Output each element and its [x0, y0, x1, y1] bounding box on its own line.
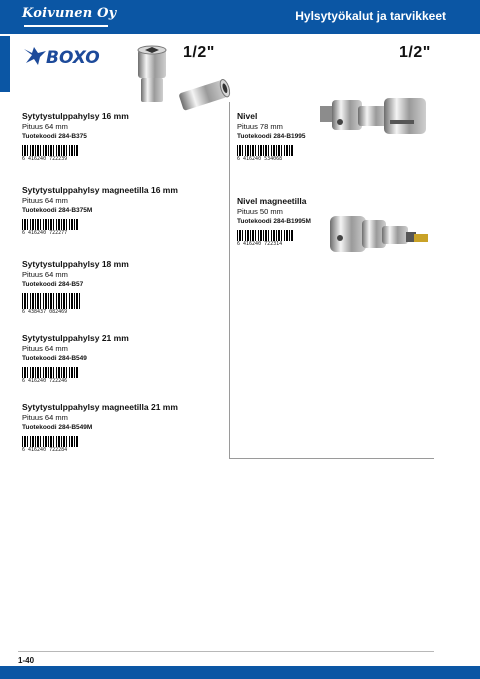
product-code: Tuotekoodi 284-B375: [22, 133, 87, 140]
product-length: Pituus 50 mm: [237, 207, 283, 216]
product-length: Pituus 78 mm: [237, 122, 283, 131]
barcode-digits: 6 416240 534068: [237, 156, 283, 162]
barcode: [22, 436, 222, 453]
product-code: Tuotekoodi 284-B549: [22, 355, 87, 362]
barcode-digits: 6 416240 722314: [237, 241, 283, 247]
logo-underline: [24, 25, 108, 27]
product-title: Sytytystulppahylsy 16 mm: [22, 111, 129, 121]
size-label-left: 1/2": [183, 44, 215, 61]
barcode-digits: 6 416240 722239: [22, 156, 68, 162]
barcode-digits: 6 416240 722277: [22, 230, 68, 236]
product-length: Pituus 64 mm: [22, 122, 68, 131]
product-title: Nivel magneetilla: [237, 196, 307, 206]
product-item: [22, 333, 222, 384]
brand-wordmark: BOXO: [46, 48, 100, 67]
barcode-digits: 6 416240 722246: [22, 378, 68, 384]
barcode: [22, 145, 222, 162]
universal-joint-image: [318, 92, 430, 153]
product-item: [22, 185, 222, 236]
product-item: [237, 111, 327, 162]
product-code: Tuotekoodi 284-B57: [22, 281, 84, 288]
barcode: [237, 145, 327, 162]
barcode-digits: 6 416240 722284: [22, 447, 68, 453]
footer-rule: [18, 651, 434, 652]
barcode-bars: [22, 293, 82, 309]
product-title: Sytytystulppahylsy 21 mm: [22, 333, 129, 343]
barcode: [22, 367, 222, 384]
barcode: [237, 230, 327, 247]
barcode: [22, 219, 222, 236]
section-title: Hylsytyökalut ja tarvikkeet: [295, 9, 446, 23]
barcode-bars: [22, 145, 78, 156]
page-number: 1-40: [18, 656, 35, 665]
barcode-bars: [237, 145, 293, 156]
barcode-bars: [22, 219, 78, 230]
wolf-emblem-icon: [24, 47, 46, 65]
product-code: Tuotekoodi 284-B1995: [237, 133, 306, 140]
product-code: Tuotekoodi 284-B375M: [22, 207, 93, 214]
product-title: Sytytystulppahylsy magneetilla 16 mm: [22, 185, 178, 195]
magnetic-universal-joint-image: [328, 208, 432, 265]
barcode-bars: [22, 367, 78, 378]
product-item: [22, 402, 222, 453]
product-length: Pituus 64 mm: [22, 413, 68, 422]
product-item: [22, 259, 222, 315]
product-item: [237, 196, 327, 247]
product-item: [22, 111, 222, 162]
size-label-right: 1/2": [399, 44, 431, 61]
product-code: Tuotekoodi 284-B549M: [22, 424, 93, 431]
column-divider: [229, 102, 230, 458]
product-code: Tuotekoodi 284-B1995M: [237, 218, 311, 225]
company-logo: Koivunen Oy: [22, 6, 117, 21]
socket-upright-image: [136, 44, 168, 109]
boxo-brand-logo: [22, 45, 110, 72]
product-title: Nivel: [237, 111, 258, 121]
product-length: Pituus 64 mm: [22, 344, 68, 353]
product-title: Sytytystulppahylsy magneetilla 21 mm: [22, 402, 178, 412]
page-header: [0, 0, 480, 34]
footer-band: [0, 666, 480, 679]
product-title: Sytytystulppahylsy 18 mm: [22, 259, 129, 269]
barcode-bars: [22, 436, 78, 447]
product-length: Pituus 64 mm: [22, 270, 68, 279]
side-tab-marker: [0, 36, 10, 92]
barcode-digits: 6 438437 082469: [22, 309, 68, 315]
product-length: Pituus 64 mm: [22, 196, 68, 205]
barcode-bars: [237, 230, 293, 241]
section-divider: [229, 458, 434, 459]
barcode: [22, 293, 222, 315]
